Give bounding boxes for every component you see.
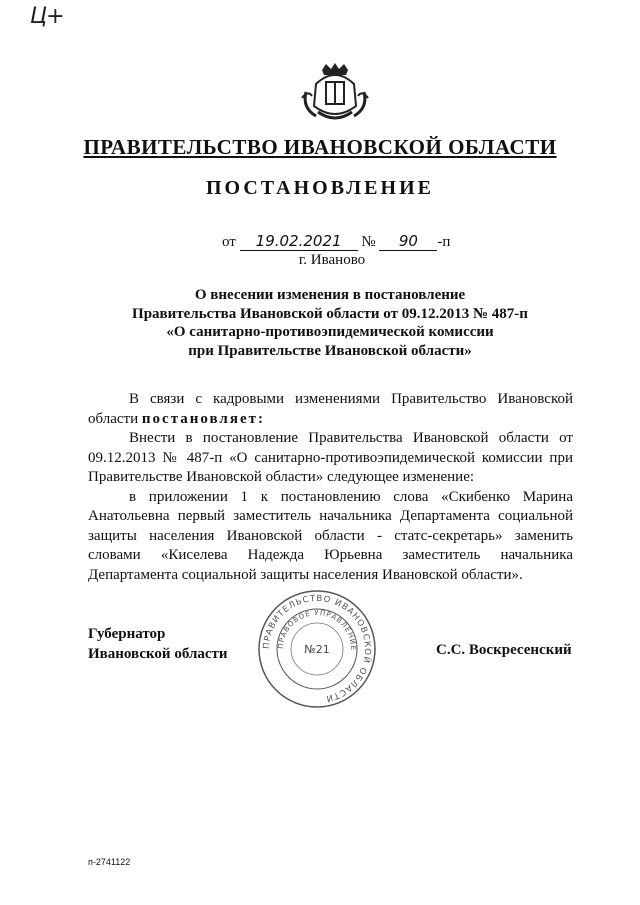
document-number: 90 (379, 232, 437, 251)
date-number-line (222, 232, 450, 251)
number-suffix: -п (437, 234, 451, 250)
coat-of-arms-icon (298, 62, 372, 126)
stamp-center: №21 (304, 643, 330, 656)
stamp-outer-text: ПРАВИТЕЛЬСТВО ИВАНОВСКОЙ ОБЛАСТИ (261, 593, 373, 704)
signatory-position: Губернатор Ивановской области (88, 626, 228, 662)
paragraph-preamble: В связи с кадровыми изменениями Правительство Ивановской области постановляет: (88, 391, 573, 427)
subject-heading (60, 286, 600, 360)
government-title: ПРАВИТЕЛЬСТВО ИВАНОВСКОЙ ОБЛАСТИ (83, 135, 557, 159)
paragraph-amendment: в приложении 1 к постановлению слова «Скибенко Марина Анатольевна первый заместитель начальника Департамента социальной защиты населения Ивановской области - статс-секретарь» заменить словами «Киселева Надежда Юрьевна заместитель начальника Департамента социальной защиты населения Ивановской области». (88, 488, 573, 583)
official-stamp (256, 588, 378, 710)
subject-line: «О санитарно-противоэпидемической комиссии (166, 324, 494, 340)
signatory-name: С.С. Воскресенский (436, 642, 572, 658)
footer-code: п-2741122 (88, 857, 131, 867)
subject-line: Правительства Ивановской области от 09.12.2013 № 487-п (132, 305, 528, 322)
city: г. Иваново (298, 252, 366, 268)
paragraph-decision: Внести в постановление Правительства Ивановской области от 09.12.2013 № 487-п «О санитарно-противоэпидемической комиссии при Правительстве Ивановской области» следующее изменение: (88, 430, 573, 485)
document-type: ПОСТАНОВЛЕНИЕ (206, 177, 434, 199)
number-prefix: № (361, 234, 376, 250)
date-prefix: от (222, 234, 236, 250)
stamp-inner-text: ПРАВОВОЕ УПРАВЛЕНИЕ (276, 608, 358, 652)
document-date: 19.02.2021 (240, 232, 358, 251)
decree-word: постановляет: (141, 410, 265, 427)
subject-line: О внесении изменения в постановление (194, 287, 466, 303)
handwritten-annotation: Ц+ (30, 4, 64, 29)
subject-line: при Правительстве Ивановской области» (188, 342, 472, 359)
body-text (88, 390, 573, 585)
